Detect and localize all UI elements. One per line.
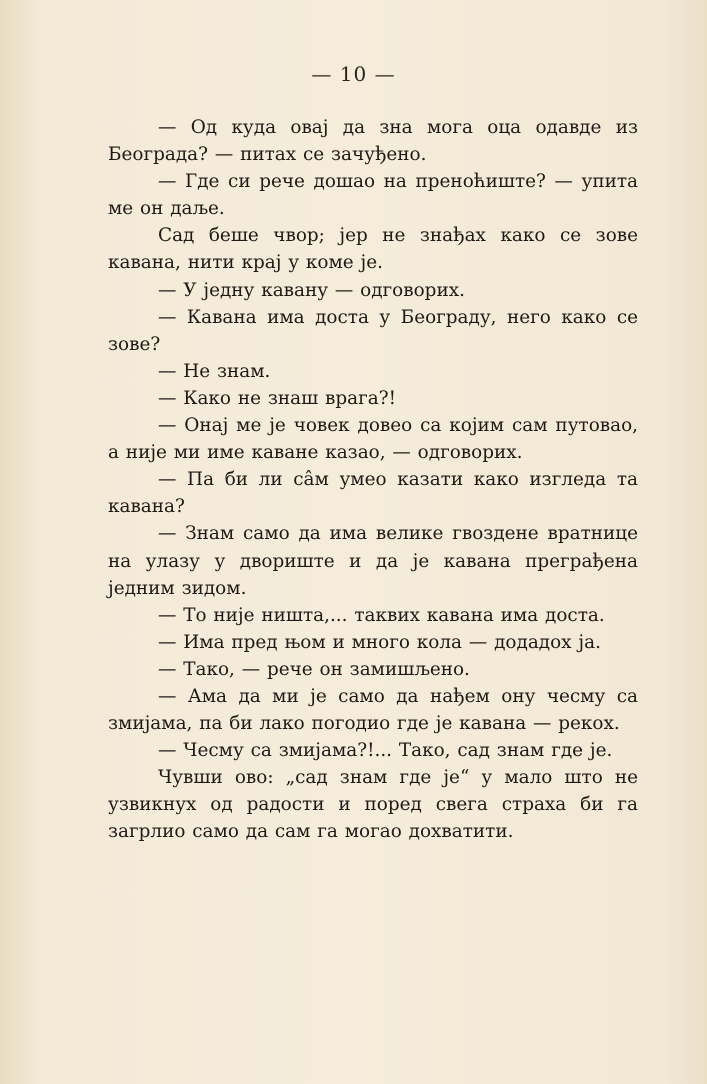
body-text [108, 114, 638, 846]
paragraph: — Има пред њом и много кола — додадох ја. [158, 631, 601, 653]
page-number: — 10 — [311, 62, 396, 86]
paragraph: — У једну кавану — одговорих. [158, 279, 465, 301]
paragraph: — Па би ли сâм умео казати како изгледа та кавана? [108, 469, 638, 518]
paragraph: — Ама да ми је само да нађем ону чесму са змијама, па би лако погодио где је кавана — рекох. [108, 685, 638, 735]
paragraph: — Кавана има доста у Београду, него како се зове? [108, 306, 638, 355]
paragraph: Чувши ово: „сад знам где је“ у мало што не узвикнух од радости и поред свега страха би га загрлио само да сам га могао дохватити. [108, 767, 638, 843]
paragraph: — Тако, — рече он замишљено. [158, 658, 470, 680]
paragraph: — То није ништа,... таквих кавана има доста. [158, 604, 605, 626]
paragraph: — Чесму са змијама?!... Тако, сад знам где је. [158, 740, 613, 762]
paragraph: — Где си рече дошао на преноћиште? — упита ме он даље. [108, 171, 638, 220]
paragraph: — Онај ме је човек довео са којим сам путовао, а није ми име каване казао, — одговорих. [108, 415, 638, 464]
paragraph: — Знам само да има велике гвоздене вратнице на улазу у двориште и да је кавана преграђена једним зидом. [108, 523, 638, 599]
paragraph: — Не знам. [158, 360, 271, 382]
paragraph: — Од куда овај да зна мога оца одавде из Београда? — питах се зачуђено. [108, 117, 638, 166]
paragraph: — Како не знаш врага?! [158, 387, 396, 409]
paragraph: Сад беше чвор; јер не знађах како се зове кавана, нити крај у коме је. [108, 225, 638, 274]
